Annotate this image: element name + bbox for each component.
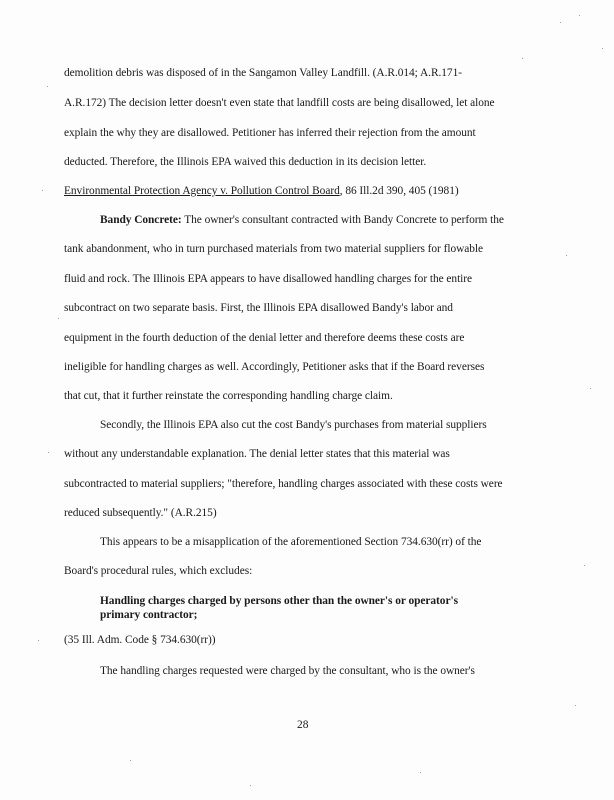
scan-speck (584, 565, 585, 566)
scan-speck (38, 640, 39, 641)
paragraph2-line2: tank abandonment, who in turn purchased materials from two material suppliers for flowable (64, 243, 484, 255)
paragraph1-line1: demolition debris was disposed of in the Sangamon Valley Landfill. (A.R.014; A.R.171- (64, 67, 462, 79)
paragraph5-line1: The handling charges requested were charged by the consultant, who is the owner's (100, 665, 475, 677)
paragraph3-line2: without any understandable explanation. The denial letter states that this material was (64, 448, 450, 460)
paragraph3-line3: subcontracted to material suppliers; "therefore, handling charges associated with these costs were (64, 478, 503, 490)
scan-speck (590, 388, 591, 389)
bandy-concrete-heading: Bandy Concrete: (100, 214, 182, 226)
scan-speck (42, 190, 43, 191)
scan-speck (579, 15, 580, 16)
case-citation (64, 184, 459, 198)
paragraph1-line4: deducted. Therefore, the Illinois EPA waived this deduction in its decision letter. (64, 156, 427, 168)
scan-speck (566, 255, 567, 256)
scan-speck (48, 452, 49, 453)
paragraph2-line3: fluid and rock. The Illinois EPA appears to have disallowed handling charges for the entire (64, 273, 473, 285)
scan-speck (575, 705, 576, 706)
scan-speck (130, 760, 131, 761)
paragraph2-line5: equipment in the fourth deduction of the denial letter and therefore deems these costs are (64, 332, 465, 344)
scan-speck (420, 772, 421, 773)
scan-speck (250, 785, 251, 786)
block-quote-line2: primary contractor; (100, 609, 198, 621)
scan-speck (58, 318, 59, 319)
paragraph1-line3: explain the why they are disallowed. Petitioner has inferred their rejection from the amount (64, 127, 476, 139)
paragraph4-line2: Board's procedural rules, which excludes: (64, 565, 253, 577)
paragraph2-line1-rest: The owner's consultant contracted with Bandy Concrete to perform the (181, 214, 504, 226)
paragraph2-line6: ineligible for handling charges as well. Accordingly, Petitioner asks that if the Board reverses (64, 361, 485, 373)
paragraph3-line4: reduced subsequently." (A.R.215) (64, 507, 217, 519)
paragraph4-line1: This appears to be a misapplication of the aforementioned Section 734.630(rr) of the (100, 536, 482, 548)
scan-speck (602, 48, 603, 49)
scan-speck (47, 86, 48, 87)
case-reporter: , 86 Ill.2d 390, 405 (1981) (339, 185, 459, 197)
scan-speck (522, 58, 523, 59)
paragraph3-line1: Secondly, the Illinois EPA also cut the cost Bandy's purchases from material suppliers (100, 419, 487, 431)
page-number: 28 (297, 719, 309, 731)
quote-citation: (35 Ill. Adm. Code § 734.630(rr)) (64, 634, 216, 646)
paragraph2-line1 (100, 213, 504, 227)
paragraph2-line7: that cut, that it further reinstate the corresponding handling charge claim. (64, 390, 393, 402)
paragraph2-line4: subcontract on two separate basis. First, the Illinois EPA disallowed Bandy's labor and (64, 302, 453, 314)
block-quote-line1: Handling charges charged by persons other than the owner's or operator's (100, 595, 458, 607)
case-name: Environmental Protection Agency v. Pollution Control Board (64, 185, 340, 197)
scan-speck (560, 22, 561, 23)
paragraph1-line2: A.R.172) The decision letter doesn't even state that landfill costs are being disallowed, let alone (64, 97, 495, 109)
